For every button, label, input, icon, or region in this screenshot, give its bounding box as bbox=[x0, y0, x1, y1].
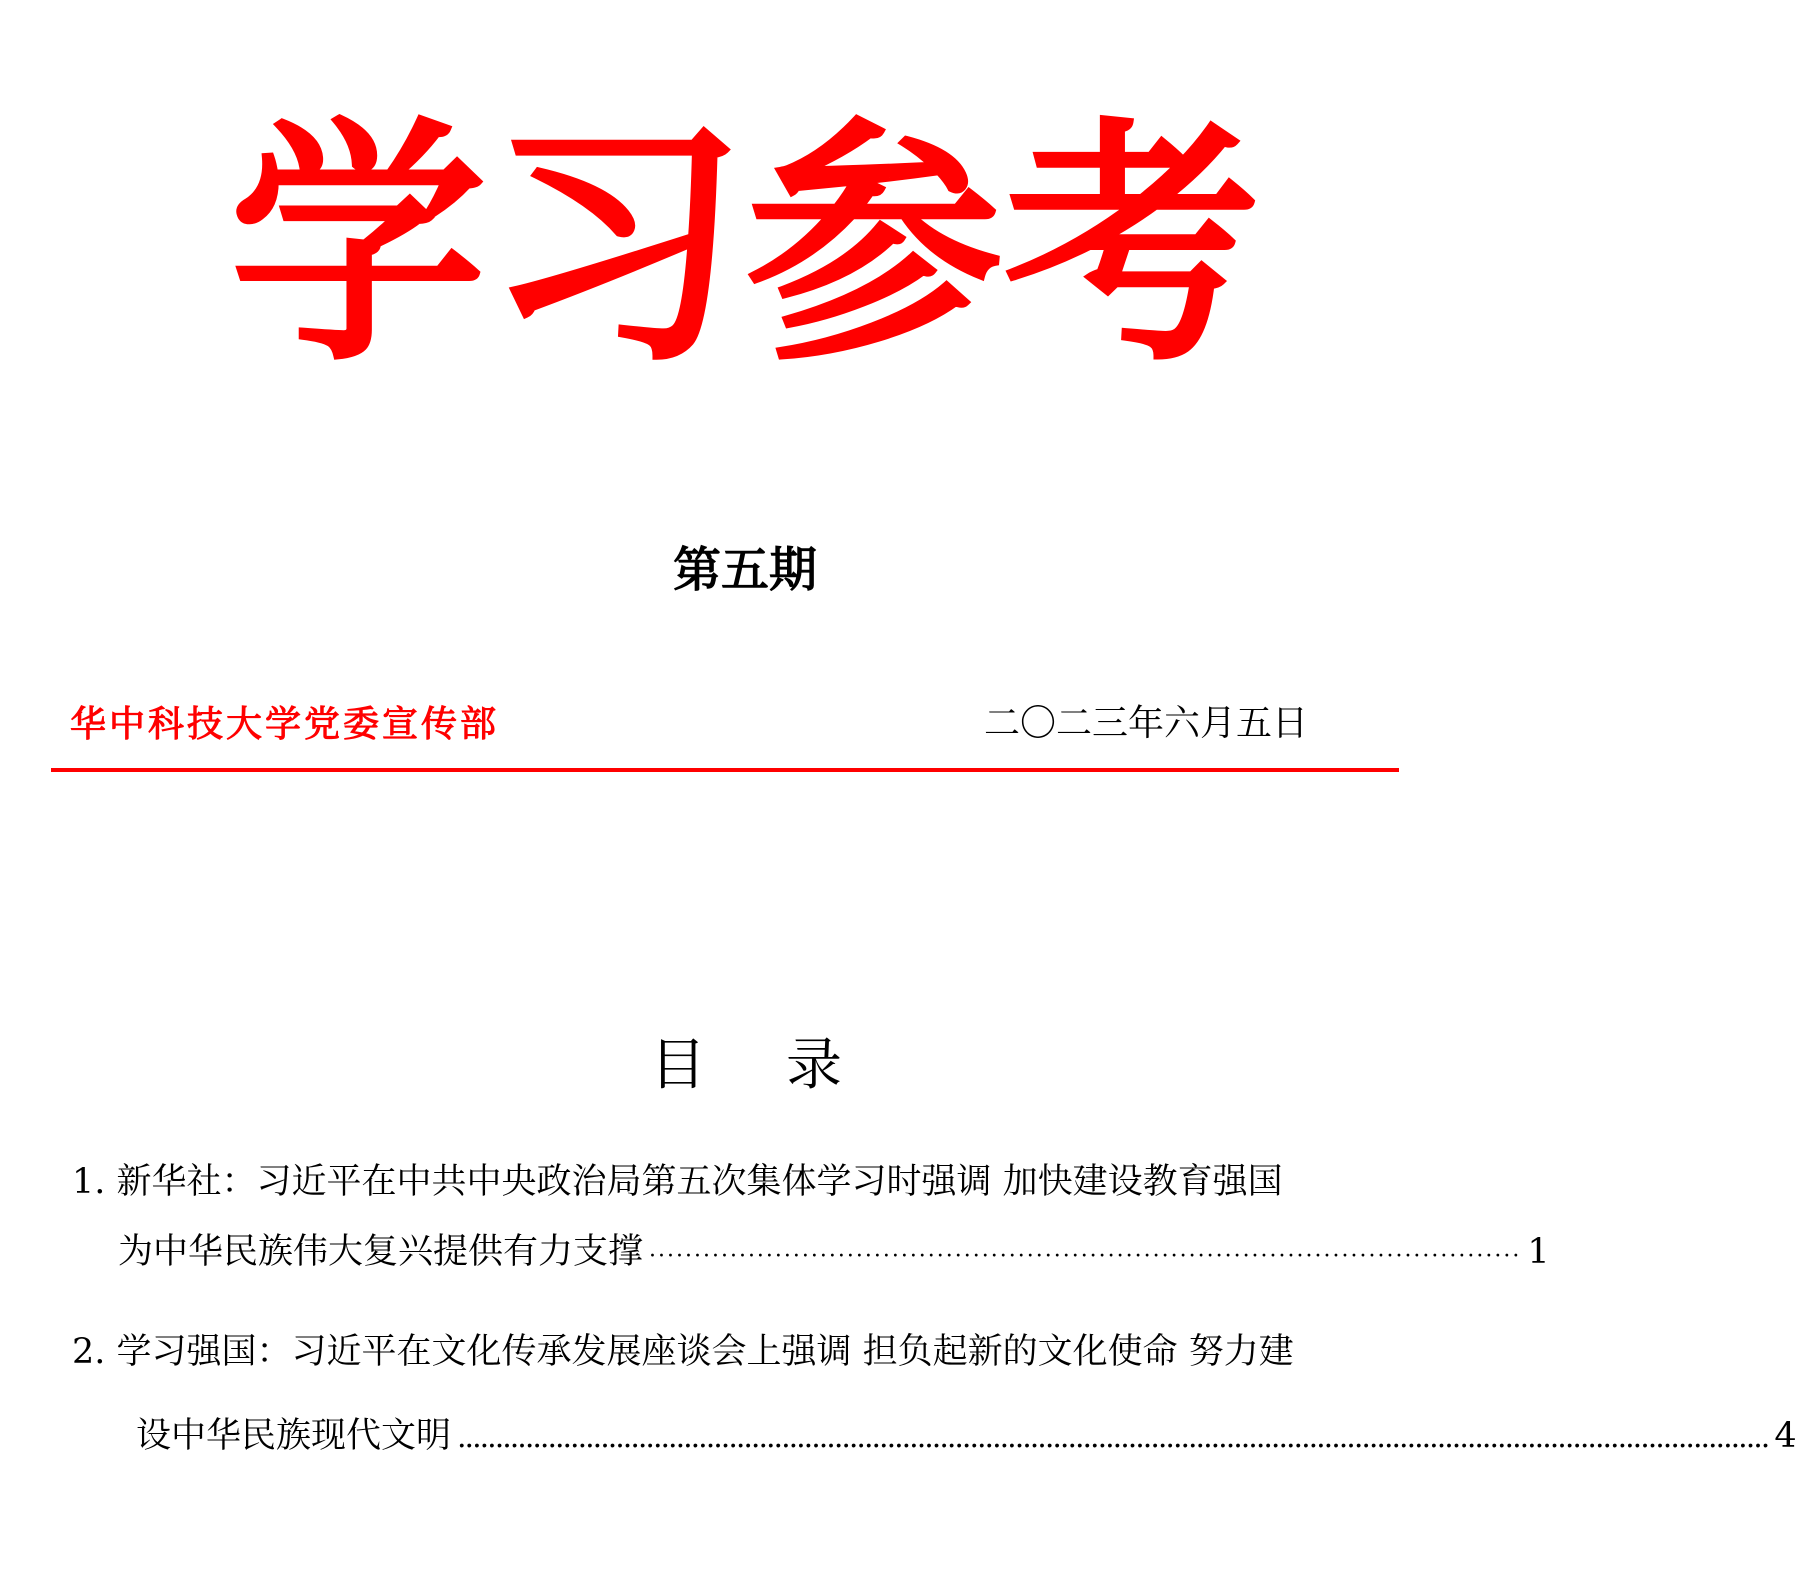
masthead-title: 学习参考 bbox=[229, 93, 1261, 396]
toc-item-2-title-line1: 学习强国：习近平在文化传承发展座谈会上强调 担负起新的文化使命 努力建 bbox=[116, 1332, 1294, 1372]
toc-item-1-leader: ································································································· bbox=[649, 1244, 1522, 1269]
toc-item-2-line2[interactable] bbox=[136, 1412, 1797, 1462]
toc-item-1-title-line1: 新华社：习近平在中共中央政治局第五次集体学习时强调 加快建设教育强国 bbox=[116, 1162, 1283, 1202]
toc-item-2-leader: .............................................................................................................................................................................. bbox=[457, 1420, 1769, 1455]
toc-heading bbox=[650, 1030, 842, 1102]
toc-item-1-title-line2: 为中华民族伟大复兴提供有力支撑 bbox=[118, 1232, 644, 1272]
issue-number: 第五期 bbox=[672, 542, 817, 598]
toc-item-1-page: 1 bbox=[1527, 1232, 1550, 1272]
toc-item-2-number: 2. bbox=[72, 1332, 106, 1372]
toc-item-1-line2[interactable] bbox=[118, 1228, 1550, 1281]
header-divider bbox=[51, 768, 1399, 772]
toc-item-1-number: 1. bbox=[72, 1162, 106, 1202]
toc-item-2-line1[interactable] bbox=[72, 1328, 1294, 1376]
toc-item-2-page: 4 bbox=[1774, 1416, 1797, 1456]
publish-date: 二〇二三年六月五日 bbox=[984, 703, 1309, 744]
toc-heading-right: 录 bbox=[786, 1033, 842, 1098]
publisher-name: 华中科技大学党委宣传部 bbox=[70, 703, 500, 745]
toc-item-1-line1[interactable] bbox=[72, 1158, 1283, 1206]
toc-item-2-title-line2: 设中华民族现代文明 bbox=[136, 1416, 452, 1456]
toc-heading-left: 目 bbox=[650, 1033, 706, 1098]
